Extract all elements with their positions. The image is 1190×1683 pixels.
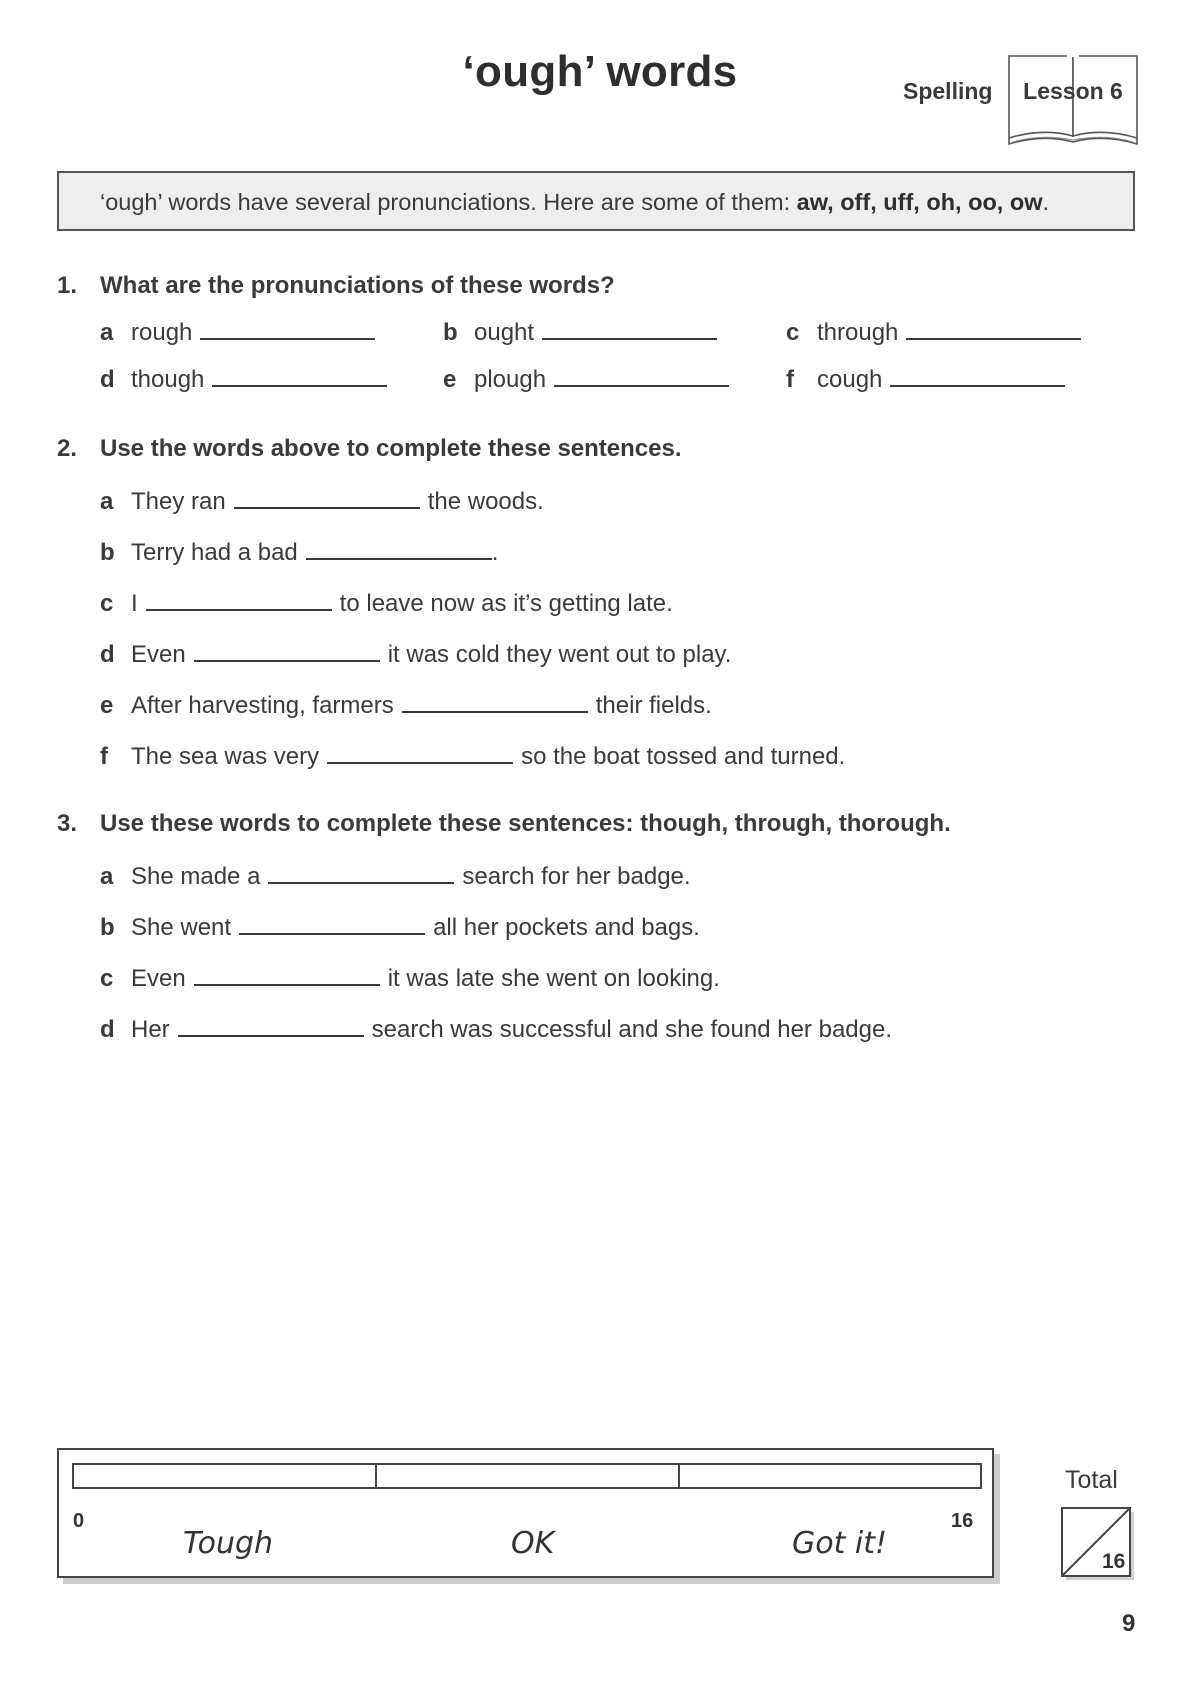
info-pronunciations: aw, off, uff, oh, oo, ow [796, 189, 1043, 215]
lesson-badge [1007, 54, 1139, 150]
answer-blank[interactable] [194, 640, 380, 662]
item-word: ought [474, 319, 535, 346]
q2-item-b [100, 538, 498, 567]
answer-blank[interactable] [239, 913, 425, 935]
sentence-end: so the boat tossed and turned. [521, 743, 846, 770]
sentence-start: She made a [131, 863, 261, 890]
q3-item-c [100, 964, 720, 993]
total-max: 16 [1102, 1550, 1126, 1573]
question-text: Use the words above to complete these sentences. [100, 435, 682, 462]
item-word: through [817, 319, 899, 346]
item-letter: f [786, 366, 794, 393]
item-letter: a [100, 488, 114, 515]
question-number: 1. [57, 272, 78, 299]
sentence-start: After harvesting, farmers [131, 692, 394, 719]
answer-blank[interactable] [234, 487, 420, 509]
q2-item-a [100, 487, 544, 516]
item-letter: a [100, 319, 114, 346]
item-letter: c [100, 965, 114, 992]
q1-item-a [100, 318, 383, 347]
question-1-heading [57, 272, 615, 300]
q3-item-a [100, 862, 691, 891]
rating-divider [375, 1465, 377, 1487]
q2-item-c [100, 589, 673, 618]
item-letter: e [100, 692, 114, 719]
sentence-end: all her pockets and bags. [433, 914, 700, 941]
sentence-end: . [491, 539, 499, 566]
question-2-heading [57, 435, 682, 463]
sentence-end: the woods. [427, 488, 544, 515]
rating-max: 16 [951, 1510, 974, 1532]
q1-item-f [786, 365, 1073, 394]
q3-item-b [100, 913, 700, 942]
item-letter: b [100, 539, 115, 566]
sentence-start: She went [131, 914, 232, 941]
sentence-start: Even [131, 641, 186, 668]
item-letter: f [100, 743, 108, 770]
page-title: ‘ough’ words [462, 47, 738, 96]
q2-item-d [100, 640, 731, 669]
rating-divider [678, 1465, 680, 1487]
sentence-start: Her [131, 1016, 170, 1043]
q1-item-e [443, 365, 737, 394]
question-number: 3. [57, 810, 78, 837]
item-word: cough [817, 366, 883, 393]
answer-blank[interactable] [327, 742, 513, 764]
info-text [100, 189, 1049, 216]
question-text: Use these words to complete these sentences: though, through, thorough. [100, 810, 951, 837]
q1-item-c [786, 318, 1089, 347]
q1-item-b [443, 318, 725, 347]
item-letter: b [100, 914, 115, 941]
item-letter: b [443, 319, 458, 346]
answer-blank[interactable] [542, 318, 717, 340]
item-word: plough [474, 366, 547, 393]
question-text: What are the pronunciations of these words? [100, 272, 615, 299]
item-letter: a [100, 863, 114, 890]
answer-blank[interactable] [906, 318, 1081, 340]
answer-blank[interactable] [554, 365, 729, 387]
q1-item-d [100, 365, 395, 394]
question-number: 2. [57, 435, 78, 462]
rating-label-ok: OK [511, 1526, 555, 1561]
answer-blank[interactable] [178, 1015, 364, 1037]
q2-item-e [100, 691, 712, 720]
answer-blank[interactable] [306, 538, 492, 560]
sentence-end: search was successful and she found her badge. [371, 1016, 892, 1043]
sentence-start: I [131, 590, 138, 617]
rating-label-tough: Tough [183, 1526, 274, 1561]
item-letter: d [100, 366, 115, 393]
rating-min: 0 [73, 1510, 85, 1532]
item-letter: d [100, 641, 115, 668]
rating-bar[interactable] [72, 1463, 982, 1489]
total-label: Total [1065, 1466, 1118, 1494]
answer-blank[interactable] [212, 365, 387, 387]
sentence-end: to leave now as it’s getting late. [339, 590, 673, 617]
rating-label-got-it: Got it! [792, 1526, 888, 1561]
sentence-start: Even [131, 965, 186, 992]
sentence-end: it was cold they went out to play. [387, 641, 732, 668]
item-word: rough [131, 319, 193, 346]
lesson-label: Lesson 6 [1023, 78, 1123, 104]
answer-blank[interactable] [268, 862, 454, 884]
sentence-start: They ran [131, 488, 226, 515]
answer-blank[interactable] [200, 318, 375, 340]
info-end: . [1042, 189, 1050, 215]
self-rating-scale [57, 1448, 994, 1578]
answer-blank[interactable] [194, 964, 380, 986]
item-word: though [131, 366, 205, 393]
info-box [57, 171, 1135, 231]
item-letter: e [443, 366, 457, 393]
question-3-heading [57, 810, 951, 838]
q2-item-f [100, 742, 845, 771]
item-letter: d [100, 1016, 115, 1043]
sentence-end: search for her badge. [462, 863, 691, 890]
answer-blank[interactable] [146, 589, 332, 611]
q3-item-d [100, 1015, 892, 1044]
page-number: 9 [1122, 1610, 1136, 1637]
item-letter: c [786, 319, 800, 346]
sentence-start: The sea was very [131, 743, 320, 770]
sentence-end: their fields. [595, 692, 712, 719]
sentence-end: it was late she went on looking. [387, 965, 720, 992]
item-letter: c [100, 590, 114, 617]
subject-label: Spelling [903, 78, 993, 104]
sentence-start: Terry had a bad [131, 539, 298, 566]
answer-blank[interactable] [890, 365, 1065, 387]
info-plain: ‘ough’ words have several pronunciations. Here are some of them: [100, 189, 797, 215]
answer-blank[interactable] [402, 691, 588, 713]
